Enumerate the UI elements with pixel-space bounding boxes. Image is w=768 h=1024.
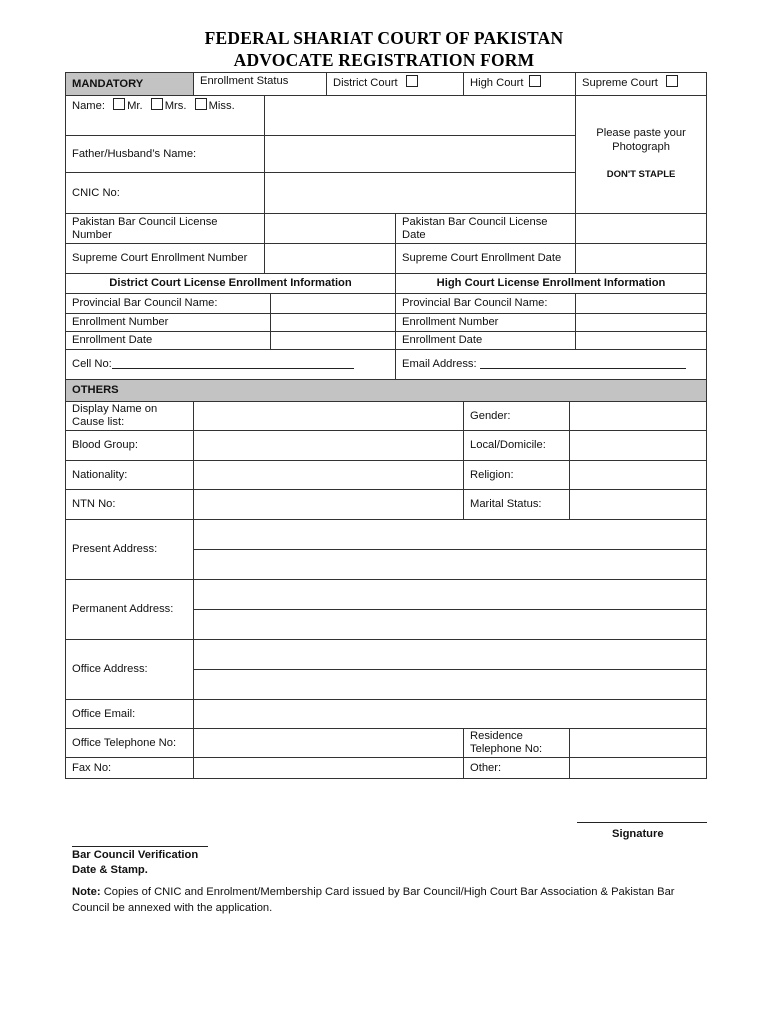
- photo-box: [576, 96, 707, 214]
- pbc-license-number-label: Pakistan Bar Council License Number: [66, 214, 265, 244]
- permanent-address-label: Permanent Address:: [66, 580, 194, 640]
- name-field[interactable]: [265, 96, 576, 136]
- gender-label: Gender:: [464, 402, 570, 431]
- blood-group-field[interactable]: [194, 431, 464, 461]
- district-court-option[interactable]: [327, 73, 464, 96]
- display-name-label: Display Name on Cause list:: [66, 402, 194, 431]
- bar-council-verification-line[interactable]: [72, 846, 208, 847]
- district-provincial-bar-council-field[interactable]: [271, 294, 396, 314]
- office-email-field[interactable]: [194, 700, 707, 729]
- name-label: Name:: [72, 100, 105, 112]
- high-court-option[interactable]: [464, 73, 576, 96]
- fax-label: Fax No:: [66, 758, 194, 779]
- nationality-field[interactable]: [194, 461, 464, 490]
- high-enrollment-date-label: Enrollment Date: [396, 332, 576, 350]
- district-provincial-bar-council-label: Provincial Bar Council Name:: [66, 294, 271, 314]
- residence-telephone-field[interactable]: [570, 729, 707, 758]
- ntn-field[interactable]: [194, 490, 464, 520]
- blood-group-label: Blood Group:: [66, 431, 194, 461]
- mr-checkbox[interactable]: [113, 98, 125, 110]
- office-address-line-2[interactable]: [194, 670, 707, 700]
- others-section-label: OTHERS: [66, 380, 707, 402]
- cnic-label: CNIC No:: [66, 173, 265, 214]
- district-court-label: District Court: [333, 77, 398, 89]
- mandatory-section-label: MANDATORY: [66, 73, 194, 96]
- high-enrollment-number-field[interactable]: [576, 314, 707, 332]
- marital-status-label: Marital Status:: [464, 490, 570, 520]
- father-husband-label: Father/Husband’s Name:: [66, 136, 265, 173]
- cell-number-line[interactable]: [112, 358, 354, 369]
- gender-field[interactable]: [570, 402, 707, 431]
- note-text: Copies of CNIC and Enrolment/Membership Card issued by Bar Council/High Court Bar Association & Pakistan Bar Council be annexed with the application.: [72, 886, 675, 914]
- high-enrollment-number-label: Enrollment Number: [396, 314, 576, 332]
- pbc-license-date-label: Pakistan Bar Council License Date: [396, 214, 576, 244]
- cell-number-label: Cell No:: [72, 358, 112, 370]
- religion-field[interactable]: [570, 461, 707, 490]
- high-enrollment-date-field[interactable]: [576, 332, 707, 350]
- residence-telephone-label: Residence Telephone No:: [464, 729, 570, 758]
- high-court-checkbox[interactable]: [529, 75, 541, 87]
- mrs-label: Mrs.: [164, 100, 187, 112]
- registration-form-table: [65, 72, 707, 779]
- dont-staple-note: DON'T STAPLE: [606, 169, 676, 180]
- supreme-court-label: Supreme Court: [582, 77, 658, 89]
- pbc-license-number-field[interactable]: [265, 214, 396, 244]
- supreme-court-checkbox[interactable]: [666, 75, 678, 87]
- domicile-field[interactable]: [570, 431, 707, 461]
- office-address-line-1[interactable]: [194, 640, 707, 670]
- cell-number-cell[interactable]: [66, 350, 396, 380]
- district-enrollment-number-field[interactable]: [271, 314, 396, 332]
- signature-label: Signature: [612, 828, 664, 840]
- permanent-address-line-2[interactable]: [194, 610, 707, 640]
- miss-checkbox[interactable]: [195, 98, 207, 110]
- high-court-info-heading-text: High Court License Enrollment Information: [436, 277, 666, 289]
- mrs-checkbox[interactable]: [151, 98, 163, 110]
- bar-council-verification-label: Bar Council Verification: [72, 849, 199, 861]
- district-court-checkbox[interactable]: [406, 75, 418, 87]
- district-enrollment-date-field[interactable]: [271, 332, 396, 350]
- domicile-label: Local/Domicile:: [464, 431, 570, 461]
- religion-label: Religion:: [464, 461, 570, 490]
- office-telephone-label: Office Telephone No:: [66, 729, 194, 758]
- enrollment-status-label: Enrollment Status: [194, 73, 327, 96]
- district-court-info-heading: District Court License Enrollment Information: [66, 274, 396, 294]
- office-address-label: Office Address:: [66, 640, 194, 700]
- ntn-label: NTN No:: [66, 490, 194, 520]
- sc-enrollment-date-field[interactable]: [576, 244, 707, 274]
- district-enrollment-number-label: Enrollment Number: [66, 314, 271, 332]
- present-address-label: Present Address:: [66, 520, 194, 580]
- office-telephone-field[interactable]: [194, 729, 464, 758]
- miss-label: Miss.: [208, 100, 235, 112]
- email-label: Email Address:: [402, 358, 477, 370]
- pbc-license-date-field[interactable]: [576, 214, 707, 244]
- form-title: ADVOCATE REGISTRATION FORM: [233, 50, 535, 70]
- email-cell[interactable]: [396, 350, 707, 380]
- photo-instruction: Please paste your Photograph: [596, 127, 686, 153]
- fax-field[interactable]: [194, 758, 464, 779]
- sc-enrollment-number-label: Supreme Court Enrollment Number: [66, 244, 265, 274]
- form-authority-title: FEDERAL SHARIAT COURT OF PAKISTAN: [204, 28, 564, 48]
- high-provincial-bar-council-label: Provincial Bar Council Name:: [396, 294, 576, 314]
- email-line[interactable]: [480, 358, 686, 369]
- mr-label: Mr.: [127, 100, 143, 112]
- other-label: Other:: [464, 758, 570, 779]
- high-court-label: High Court: [470, 77, 524, 89]
- permanent-address-line-1[interactable]: [194, 580, 707, 610]
- present-address-line-1[interactable]: [194, 520, 707, 550]
- date-stamp-label: Date & Stamp.: [72, 864, 148, 876]
- note-label: Note:: [72, 886, 101, 898]
- present-address-line-2[interactable]: [194, 550, 707, 580]
- signature-line[interactable]: [577, 822, 707, 823]
- display-name-field[interactable]: [194, 402, 464, 431]
- cnic-field[interactable]: [265, 173, 576, 214]
- marital-status-field[interactable]: [570, 490, 707, 520]
- sc-enrollment-date-label: Supreme Court Enrollment Date: [396, 244, 576, 274]
- district-enrollment-date-label: Enrollment Date: [66, 332, 271, 350]
- other-field[interactable]: [570, 758, 707, 779]
- supreme-court-option[interactable]: [576, 73, 707, 96]
- annex-note: [72, 884, 692, 916]
- office-email-label: Office Email:: [66, 700, 194, 729]
- name-label-cell: [66, 96, 265, 136]
- sc-enrollment-number-field[interactable]: [265, 244, 396, 274]
- high-court-info-heading: [396, 274, 707, 294]
- nationality-label: Nationality:: [66, 461, 194, 490]
- high-provincial-bar-council-field[interactable]: [576, 294, 707, 314]
- father-husband-field[interactable]: [265, 136, 576, 173]
